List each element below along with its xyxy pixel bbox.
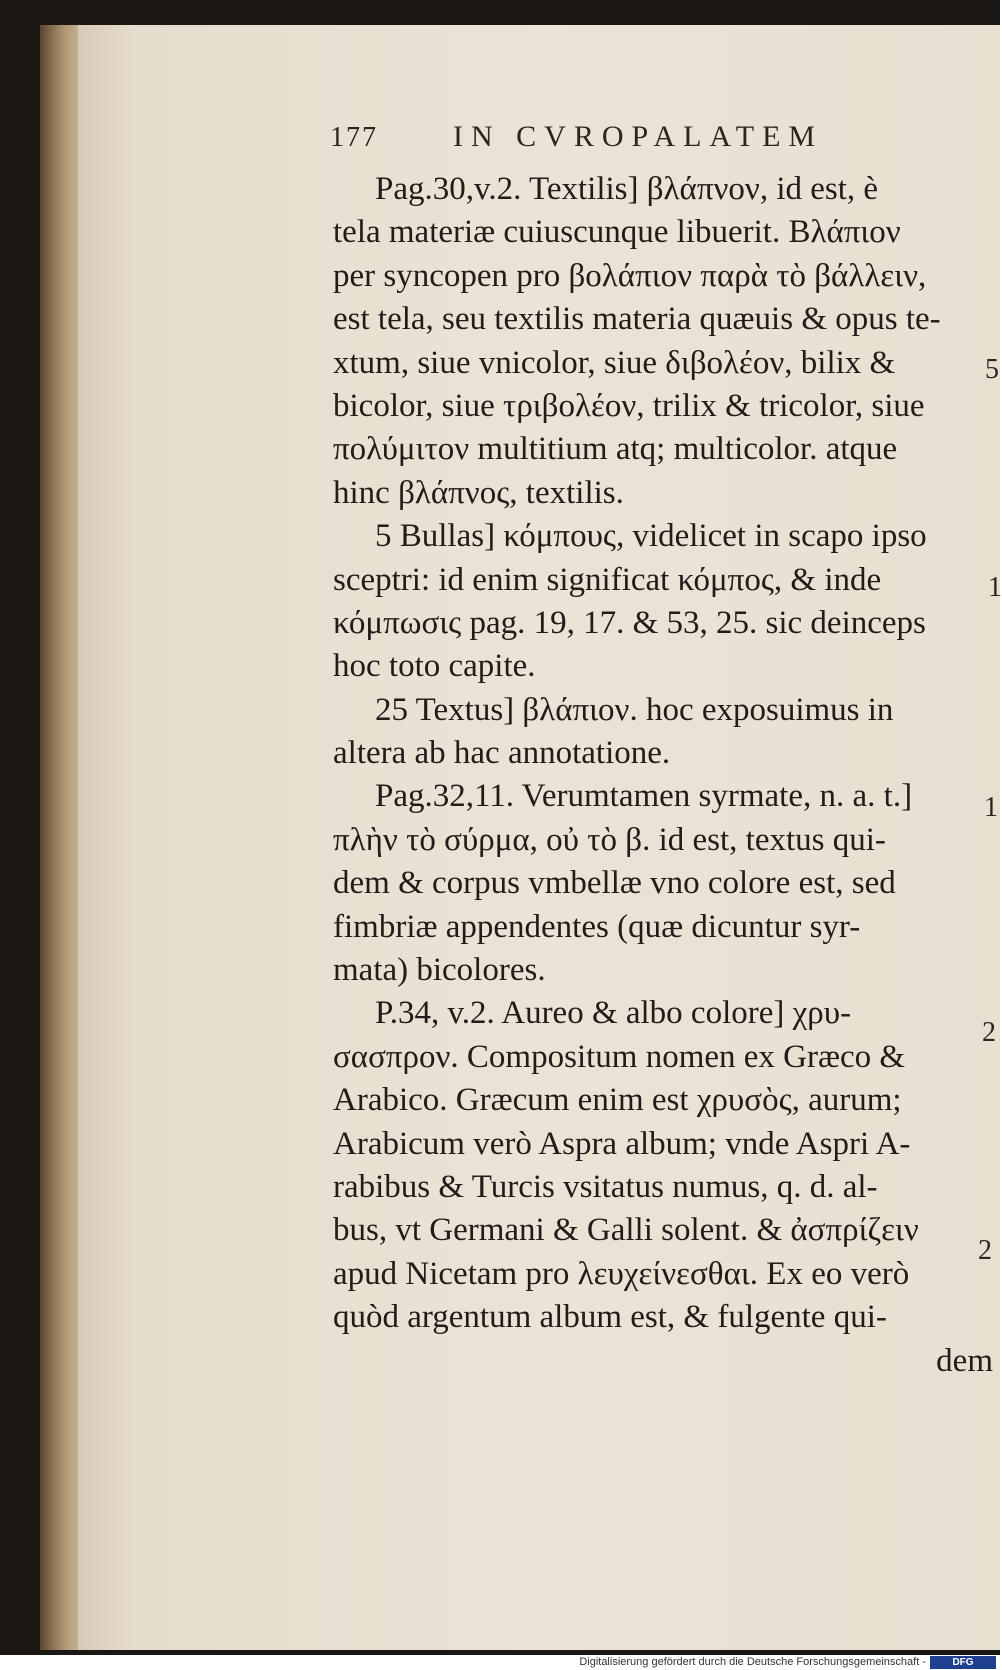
footer-bar bbox=[0, 1655, 1000, 1670]
text-line: bus, vt Germani & Galli solent. & ἀσπρίζειν bbox=[333, 1212, 919, 1249]
text-line: mata) bicolores. bbox=[333, 952, 546, 989]
catchword: dem bbox=[936, 1342, 993, 1379]
text-line: Pag.32,11. Verumtamen syrmate, n. a. t.] bbox=[375, 778, 913, 815]
text-line: 5 Bullas] κόμπους, videlicet in scapo ipso bbox=[375, 518, 927, 555]
text-line: bicolor, siue τριβολέον, trilix & tricolor, siue bbox=[333, 387, 925, 424]
text-line: per syncopen pro βολάπιον παρὰ τὸ βάλλειν, bbox=[333, 257, 927, 294]
text-line: κόμπωσις pag. 19, 17. & 53, 25. sic deinceps bbox=[333, 604, 926, 641]
text-line: P.34, v.2. Aureo & albo colore] χρυ- bbox=[375, 995, 852, 1032]
text-line: est tela, seu textilis materia quæuis & opus te- bbox=[333, 301, 941, 338]
text-line: quòd argentum album est, & fulgente qui- bbox=[333, 1299, 887, 1336]
page-number: 177 bbox=[330, 122, 378, 153]
text-line: σασπρον. Compositum nomen ex Græco & bbox=[333, 1038, 906, 1075]
text-line: apud Nicetam pro λευχείνεσθαι. Ex eo verò bbox=[333, 1255, 910, 1292]
text-line: πολύμιτον multitium atq; multicolor. atque bbox=[333, 431, 898, 468]
margin-number: 1 bbox=[988, 572, 1002, 603]
text-line: hoc toto capite. bbox=[333, 648, 536, 685]
text-line: 25 Textus] βλάπιον. hoc exposuimus in bbox=[375, 691, 894, 728]
text-line: dem & corpus vmbellæ vno colore est, sed bbox=[333, 865, 896, 902]
text-line: sceptri: id enim significat κόμπος, & inde bbox=[333, 561, 882, 598]
text-line: Arabicum verò Aspra album; vnde Aspri A- bbox=[333, 1125, 911, 1162]
dfg-logo: DFG bbox=[930, 1656, 996, 1669]
text-line: altera ab hac annotatione. bbox=[333, 735, 671, 772]
margin-number: 2 bbox=[982, 1017, 996, 1048]
text-line: xtum, siue vnicolor, siue διβολέον, bilix & bbox=[333, 344, 896, 381]
text-line: tela materiæ cuiuscunque libuerit. Βλάπιον bbox=[333, 214, 901, 251]
running-title: IN CVROPALATEM bbox=[453, 120, 824, 153]
margin-number: 5 bbox=[985, 354, 999, 385]
digitization-credit: Digitalisierung gefördert durch die Deutsche Forschungsgemeinschaft - bbox=[579, 1656, 926, 1668]
text-line: Pag.30,v.2. Textilis] βλάπνον, id est, è bbox=[375, 171, 879, 207]
text-line: hinc βλάπνος, textilis. bbox=[333, 474, 624, 511]
text-line: πλὴν τὸ σύρμα, οὐ τὸ β. id est, textus qui- bbox=[333, 821, 886, 858]
annotation-text bbox=[333, 168, 993, 1383]
margin-number: 1 bbox=[984, 792, 998, 823]
text-line: rabibus & Turcis vsitatus numus, q. d. al- bbox=[333, 1168, 878, 1205]
text-line: fimbriæ appendentes (quæ dicuntur syr- bbox=[333, 908, 861, 945]
text-line: Arabico. Græcum enim est χρυσὸς, aurum; bbox=[333, 1082, 902, 1119]
page-header bbox=[330, 120, 930, 164]
margin-number: 2 bbox=[978, 1235, 992, 1266]
